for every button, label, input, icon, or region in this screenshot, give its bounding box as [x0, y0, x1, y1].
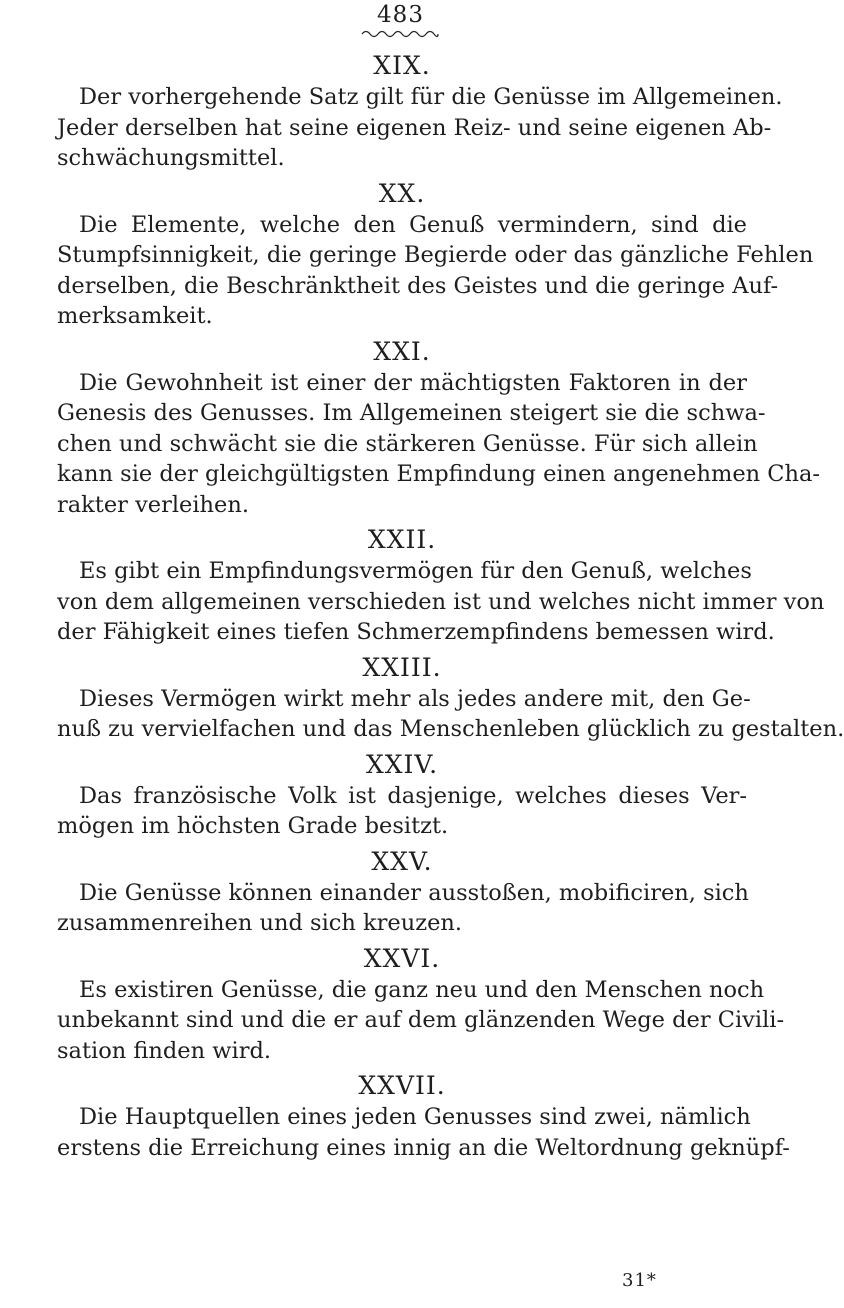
text-line: Die Gewohnheit ist einer der mächtigsten Faktoren in der — [79, 369, 747, 396]
printer-signature-mark: 31* — [622, 1270, 657, 1291]
text-line: Genesis des Genusses. Im Allgemeinen steigert sie die schwa- — [57, 400, 766, 426]
section-xxv — [57, 846, 747, 939]
section-xxii — [57, 524, 825, 648]
section-xxvi — [57, 943, 785, 1067]
section-heading: XIX. — [373, 51, 431, 80]
text-line: schwächungsmittel. — [57, 145, 285, 171]
section-heading: XXIV. — [365, 749, 439, 779]
text-line: Die Hauptquellen eines jeden Genusses sind zwei, nämlich — [79, 1104, 751, 1130]
page-number: 483 — [377, 2, 424, 28]
text-line: merksamkeit. — [57, 303, 213, 329]
text-line: sation finden wird. — [57, 1037, 272, 1064]
section-heading: XXI. — [373, 336, 431, 366]
text-line: von dem allgemeinen verschieden ist und welches nicht immer von — [57, 588, 825, 615]
section-heading: XXIII. — [362, 652, 442, 682]
section-heading: XXVI. — [363, 943, 441, 973]
section-heading: XXII. — [367, 525, 437, 554]
text-line: Die Genüsse können einander ausstoßen, mobificiren, sich — [79, 879, 749, 906]
wavy-ornament-icon — [360, 28, 440, 40]
section-xxi — [57, 336, 821, 521]
text-line: Der vorhergehende Satz gilt für die Genüsse im Allgemeinen. — [79, 84, 783, 110]
text-line: der Fähigkeit eines tiefen Schmerzempfindens bemessen wird. — [57, 619, 775, 645]
text-line: Stumpfsinnigkeit, die geringe Begierde oder das gänzliche Fehlen — [57, 242, 814, 268]
text-line: unbekannt sind und die er auf dem glänzenden Wege der Civili- — [57, 1007, 785, 1033]
text-line: erstens die Erreichung eines innig an die Weltordnung geknüpf- — [57, 1134, 790, 1161]
section-heading: XXVII. — [358, 1071, 446, 1100]
text-line: kann sie der gleichgültigsten Empfindung einen angenehmen Cha- — [57, 461, 821, 487]
text-line: zusammenreihen und sich kreuzen. — [57, 910, 463, 936]
text-body — [57, 50, 844, 1167]
text-line: Es gibt ein Empfindungsvermögen für den Genuß, welches — [79, 558, 752, 584]
section-xxvii — [57, 1070, 790, 1163]
text-line: derselben, die Beschränktheit des Geistes und die geringe Auf- — [57, 272, 779, 299]
text-line: chen und schwächt sie die stärkeren Genüsse. Für sich allein — [57, 430, 758, 457]
text-line: Jeder derselben hat seine eigenen Reiz- und seine eigenen Ab- — [57, 114, 772, 141]
text-line: Es existiren Genüsse, die ganz neu und den Menschen noch — [79, 976, 765, 1003]
section-xx — [57, 178, 814, 332]
section-xxiv — [57, 749, 747, 842]
section-xix — [57, 50, 783, 174]
section-heading: XXV. — [371, 846, 433, 876]
text-line: Die Elemente, welche den Genuß vermindern, sind die — [79, 211, 747, 238]
text-line: Das französische Volk ist dasjenige, welches dieses Ver- — [79, 782, 747, 809]
text-line: rakter verleihen. — [57, 491, 250, 518]
text-line: nuß zu vervielfachen und das Menschenleben glücklich zu gestalten. — [57, 716, 844, 742]
section-heading: XX. — [378, 178, 426, 208]
text-line: Dieses Vermögen wirkt mehr als jedes andere mit, den Ge- — [79, 685, 751, 712]
text-line: mögen im höchsten Grade besitzt. — [57, 813, 449, 839]
section-xxiii — [57, 652, 844, 745]
